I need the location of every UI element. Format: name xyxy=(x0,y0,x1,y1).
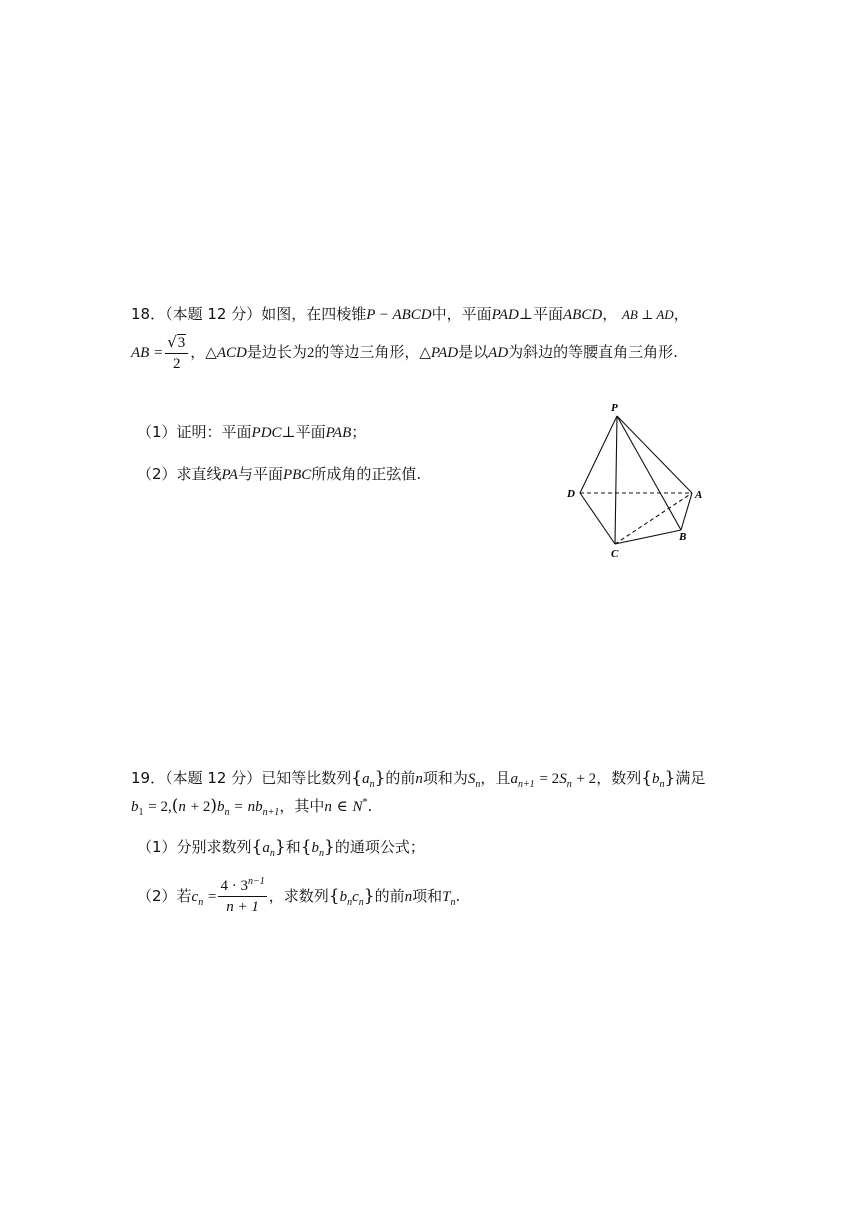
q19-part-1-a: a xyxy=(262,840,270,856)
q18-part-1-label: （1）证明：平面 xyxy=(137,423,252,441)
q19-text-1: 已知等比数列 xyxy=(261,769,352,787)
q18-part-2-text-2: 所成角的正弦值. xyxy=(311,465,422,483)
q18-triangle-symbol: △ xyxy=(205,345,217,361)
q18-frac-den: 2 xyxy=(172,355,181,372)
label-b: B xyxy=(679,531,687,543)
q19-text-8: . xyxy=(367,797,373,815)
q19-part-1-a-sub: n xyxy=(269,848,275,859)
q19-part-2-b-sub: n xyxy=(347,897,353,908)
q18-text-7: 是以 xyxy=(458,343,489,361)
q18-part-2 xyxy=(137,464,421,485)
q19-part-2-c-sub: n xyxy=(198,897,204,908)
q19-points: （本题 12 分） xyxy=(165,769,262,787)
q18-text-8: 为斜边的等腰直角三角形. xyxy=(508,343,678,361)
edge-dc xyxy=(580,493,615,544)
label-a: A xyxy=(695,489,703,501)
q19-part-2-b: b xyxy=(339,889,348,905)
q19-math-n4: n xyxy=(324,799,332,815)
q18-part-1-perp: ⊥ xyxy=(281,425,296,441)
q18-part-1-text: 平面 xyxy=(295,423,326,441)
q19-lparen: ( xyxy=(171,796,179,816)
q19-part-2-text-3: 项和 xyxy=(412,887,443,905)
q19-math-s2: S xyxy=(559,771,567,787)
q19-math-nb: nb xyxy=(247,799,263,815)
q18-number: 18． xyxy=(131,305,166,323)
label-p: P xyxy=(611,402,618,414)
q19-math-b: b xyxy=(652,771,660,787)
q19-math-eq: = 2 xyxy=(539,771,560,787)
q19-part-2-c2-sub: n xyxy=(358,897,364,908)
q19-part-1-text: 和 xyxy=(285,838,301,856)
q19-number: 19． xyxy=(131,769,166,787)
q18-math-pyramid: P − ABCD xyxy=(366,307,432,323)
q19-part-2-n: n xyxy=(404,889,413,905)
q18-part-1-math-pab: PAB xyxy=(325,425,352,441)
q19-math-N: N xyxy=(352,799,363,815)
q19-text-2: 的前 xyxy=(385,769,416,787)
q18-line-1 xyxy=(131,304,689,325)
q19-line-1: 19．（本题 12 分）已知等比数列$\{a_n\}$的前n项和为$S_n$，且$a_{n+1} = 2S_n + 2$，数列$\{b_n\}$满足 xyxy=(131,768,706,790)
q19-part-2: （2）若$c_n$ = $\frac{4 \cdot 3^{n-1}}{n + 1}$ ，求数列$\{b_nc_n\}$的前n项和$T_n$. xyxy=(137,876,461,915)
q19-math-a: a xyxy=(362,771,370,787)
q18-fraction: $\frac{√3}{2}$ xyxy=(165,333,188,373)
q18-comma: ， xyxy=(602,305,618,323)
q18-triangle-symbol-2: △ xyxy=(419,345,431,361)
q19-part-2-end: . xyxy=(455,887,461,905)
q19-math-b2-sub: n xyxy=(224,807,230,818)
q18-math-ab-perp-ad: AB ⊥ AD xyxy=(621,307,674,322)
edge-pc xyxy=(615,416,617,544)
q19-line-2 xyxy=(131,796,372,817)
q18-part-1-end: ； xyxy=(351,423,367,441)
q19-math-b2: b xyxy=(217,799,225,815)
q18-math-pad-2: PAD xyxy=(430,345,459,361)
q19-text-4: ，且 xyxy=(480,769,511,787)
q19-part-2-text-2: 的前 xyxy=(374,887,405,905)
q18-math-two: 2 xyxy=(306,345,315,361)
q18-part-1 xyxy=(137,422,366,443)
q18-math-pad: PAD xyxy=(491,307,519,323)
edge-pd xyxy=(580,416,617,493)
q19-math-a2-sub: n+1 xyxy=(517,779,535,790)
pyramid-figure xyxy=(560,398,710,568)
edge-pa xyxy=(617,416,692,493)
q19-math-in: ∈ xyxy=(336,799,348,815)
q19-part-2-den: n + 1 xyxy=(226,899,259,915)
q19-part-2-label: （2）若 xyxy=(137,887,192,905)
edge-pb xyxy=(617,416,681,530)
q19-math-b-sub: n xyxy=(659,779,665,790)
label-d: D xyxy=(567,488,575,500)
q19-text-6: 满足 xyxy=(675,769,706,787)
q19-math-s: S xyxy=(467,771,476,787)
q18-text-6: 的等边三角形， xyxy=(314,343,420,361)
q19-part-1-b: b xyxy=(311,840,320,856)
q19-math-s-sub: n xyxy=(475,779,481,790)
q18-comma-2: ， xyxy=(673,305,689,323)
q19-part-1-text-2: 的通项公式； xyxy=(334,838,425,856)
q19-math-eq2: = 2, xyxy=(148,799,172,815)
q19-math-nb-sub: n+1 xyxy=(262,807,280,818)
q18-math-abcd: ABCD xyxy=(563,307,603,323)
q18-math-acd: ACD xyxy=(216,345,247,361)
q18-perp-symbol: ⊥ xyxy=(518,307,533,323)
q19-math-b1: b xyxy=(131,799,139,815)
q18-part-2-math-pbc: PBC xyxy=(282,467,312,483)
q19-part-2-text: ，求数列 xyxy=(268,887,329,905)
q19-part-2-num-sup: n−1 xyxy=(247,876,265,887)
edge-cb xyxy=(615,530,681,544)
q19-math-b1-sub: 1 xyxy=(138,807,144,818)
q18-text-4: ， xyxy=(190,343,206,361)
q19-math-plus2: + 2 xyxy=(576,771,597,787)
q19-part-1-label: （1）分别求数列 xyxy=(137,838,252,856)
q19-part-2-t: T xyxy=(442,889,451,905)
q19-part-1: （1）分别求数列$\{a_n\}$和$\{b_n\}$的通项公式； xyxy=(137,837,425,859)
q18-text-2: 中，平面 xyxy=(431,305,492,323)
q18-sqrt-arg: 3 xyxy=(177,334,186,351)
q19-part-2-c2: c xyxy=(352,889,359,905)
q19-part-2-fraction xyxy=(218,877,266,916)
q19-math-eq3: = xyxy=(234,799,243,815)
q18-line-2 xyxy=(131,332,678,373)
q19-math-n: n xyxy=(415,771,423,787)
q19-part-2-eq: = xyxy=(208,889,217,905)
q18-text-3: 平面 xyxy=(533,305,564,323)
q18-part-2-text: 与平面 xyxy=(237,465,283,483)
q18-part-1-math-pdc: PDC xyxy=(251,425,282,441)
q19-part-1-b-sub: n xyxy=(319,848,325,859)
q18-part-2-label: （2）求直线 xyxy=(137,465,222,483)
q19-math-n3: n xyxy=(178,799,186,815)
edge-ba xyxy=(681,493,692,530)
q19-text-5: ，数列 xyxy=(596,769,642,787)
q19-part-2-c: c xyxy=(191,889,199,905)
q19-part-2-num: 4 · 3 xyxy=(220,878,248,894)
q19-text-7: ，其中 xyxy=(279,797,325,815)
q19-math-star: * xyxy=(362,797,368,808)
q19-math-plus: + 2 xyxy=(190,799,211,815)
q18-points: （本题 12 分） xyxy=(165,305,262,323)
q19-math-s2-sub: n xyxy=(566,779,572,790)
q19-math-a2: a xyxy=(510,771,518,787)
q19-part-2-t-sub: n xyxy=(450,897,456,908)
q19-math-a-sub: n xyxy=(369,779,375,790)
q18-text-5: 是边长为 xyxy=(246,343,307,361)
q19-text-3: 项和为 xyxy=(422,769,468,787)
q18-math-ab-eq: AB = xyxy=(131,345,164,361)
q18-text-1: 如图，在四棱锥 xyxy=(261,305,367,323)
q18-part-2-math-pa: PA xyxy=(221,467,238,483)
q18-math-ad: AD xyxy=(488,345,509,361)
label-c: C xyxy=(611,548,619,560)
q19-rparen: ) xyxy=(210,796,218,816)
